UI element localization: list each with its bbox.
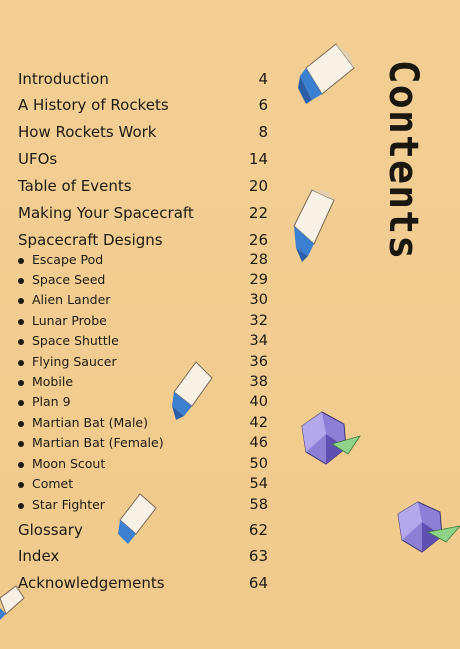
toc-entry-label: Making Your Spacecraft bbox=[18, 204, 194, 222]
toc-entry-page: 40 bbox=[249, 394, 268, 410]
toc-entry-page: 46 bbox=[249, 435, 268, 451]
toc-entry-label: Spacecraft Designs bbox=[18, 231, 163, 249]
page-title-text: Contents bbox=[380, 59, 426, 261]
toc-entry-page: 63 bbox=[248, 547, 268, 565]
toc-entry-page: 62 bbox=[248, 521, 268, 539]
bullet-icon bbox=[18, 278, 24, 284]
bullet-icon bbox=[18, 503, 24, 509]
bullet-icon bbox=[18, 360, 24, 366]
rocket-icon bbox=[112, 490, 160, 548]
toc-entry-label: Plan 9 bbox=[32, 394, 71, 409]
toc-entry-label: Flying Saucer bbox=[32, 354, 117, 369]
toc-entry-label: Introduction bbox=[18, 70, 109, 88]
toc-entry[interactable] bbox=[18, 123, 268, 145]
toc-entry-label: Space Seed bbox=[32, 272, 106, 287]
toc-entry-label: Escape Pod bbox=[32, 252, 104, 267]
toc-entry-label: Star Fighter bbox=[32, 497, 105, 512]
toc-entry[interactable] bbox=[18, 435, 268, 457]
toc-entry-page: 30 bbox=[249, 292, 268, 308]
toc-entry-label: Space Shuttle bbox=[32, 333, 119, 348]
toc-entry-page: 4 bbox=[258, 70, 268, 88]
toc-entry[interactable] bbox=[18, 204, 268, 226]
rocket-icon bbox=[166, 356, 216, 422]
toc-entry[interactable] bbox=[18, 70, 268, 92]
spacecraft-icon bbox=[394, 500, 460, 558]
toc-entry-page: 64 bbox=[248, 574, 268, 592]
toc-entry-label: Martian Bat (Male) bbox=[32, 415, 148, 430]
bullet-icon bbox=[18, 298, 24, 304]
toc-entry[interactable] bbox=[18, 415, 268, 437]
rocket-icon bbox=[0, 584, 26, 624]
toc-entry-page: 54 bbox=[249, 476, 268, 492]
toc-entry-page: 20 bbox=[248, 177, 268, 195]
toc-entry[interactable] bbox=[18, 272, 268, 294]
rocket-icon bbox=[296, 38, 358, 106]
toc-entry-page: 42 bbox=[249, 415, 268, 431]
toc-entry-page: 32 bbox=[249, 313, 268, 329]
toc-entry-page: 29 bbox=[249, 272, 268, 288]
toc-entry[interactable] bbox=[18, 292, 268, 314]
toc-entry-label: Table of Events bbox=[18, 177, 132, 195]
rocket-icon bbox=[288, 186, 338, 264]
toc-entry[interactable] bbox=[18, 456, 268, 478]
bullet-icon bbox=[18, 319, 24, 325]
toc-entry[interactable] bbox=[18, 252, 268, 274]
toc-entry-label: Mobile bbox=[32, 374, 74, 389]
toc-entry-label: Comet bbox=[32, 476, 74, 491]
bullet-icon bbox=[18, 400, 24, 406]
toc-entry[interactable] bbox=[18, 394, 268, 416]
bullet-icon bbox=[18, 441, 24, 447]
bullet-icon bbox=[18, 258, 24, 264]
toc-entry-label: Glossary bbox=[18, 521, 83, 539]
toc-entry-page: 22 bbox=[248, 204, 268, 222]
bullet-icon bbox=[18, 421, 24, 427]
toc-entry[interactable] bbox=[18, 333, 268, 355]
bullet-icon bbox=[18, 380, 24, 386]
bullet-icon bbox=[18, 462, 24, 468]
toc-entry-label: Moon Scout bbox=[32, 456, 106, 471]
toc-entry-label: How Rockets Work bbox=[18, 123, 157, 141]
toc-entry-label: Alien Lander bbox=[32, 292, 111, 307]
toc-entry-page: 34 bbox=[249, 333, 268, 349]
toc-entry-label: A History of Rockets bbox=[18, 96, 169, 114]
toc-entry[interactable] bbox=[18, 574, 268, 596]
toc-entry[interactable] bbox=[18, 313, 268, 335]
bullet-icon bbox=[18, 339, 24, 345]
toc-entry-label: Martian Bat (Female) bbox=[32, 435, 164, 450]
toc-entry-label: Lunar Probe bbox=[32, 313, 107, 328]
toc-entry-page: 36 bbox=[249, 354, 268, 370]
toc-entry-page: 58 bbox=[249, 497, 268, 513]
toc-entry-page: 50 bbox=[249, 456, 268, 472]
toc-entry[interactable] bbox=[18, 374, 268, 396]
toc-entry[interactable] bbox=[18, 177, 268, 199]
toc-entry[interactable] bbox=[18, 96, 268, 118]
toc-entry-page: 28 bbox=[249, 252, 268, 268]
toc-entry[interactable] bbox=[18, 547, 268, 569]
toc-entry-page: 6 bbox=[258, 96, 268, 114]
bullet-icon bbox=[18, 482, 24, 488]
toc-entry[interactable] bbox=[18, 150, 268, 172]
toc-entry-page: 26 bbox=[248, 231, 268, 249]
toc-entry-label: Acknowledgements bbox=[18, 574, 165, 592]
toc-entry-page: 38 bbox=[249, 374, 268, 390]
spacecraft-icon bbox=[298, 408, 364, 470]
toc-entry-page: 14 bbox=[248, 150, 268, 168]
page-title bbox=[380, 50, 426, 270]
toc-entry-page: 8 bbox=[258, 123, 268, 141]
toc-entry-label: Index bbox=[18, 547, 60, 565]
toc-entry[interactable] bbox=[18, 231, 268, 253]
toc-entry-label: UFOs bbox=[18, 150, 58, 168]
toc-entry[interactable] bbox=[18, 354, 268, 376]
